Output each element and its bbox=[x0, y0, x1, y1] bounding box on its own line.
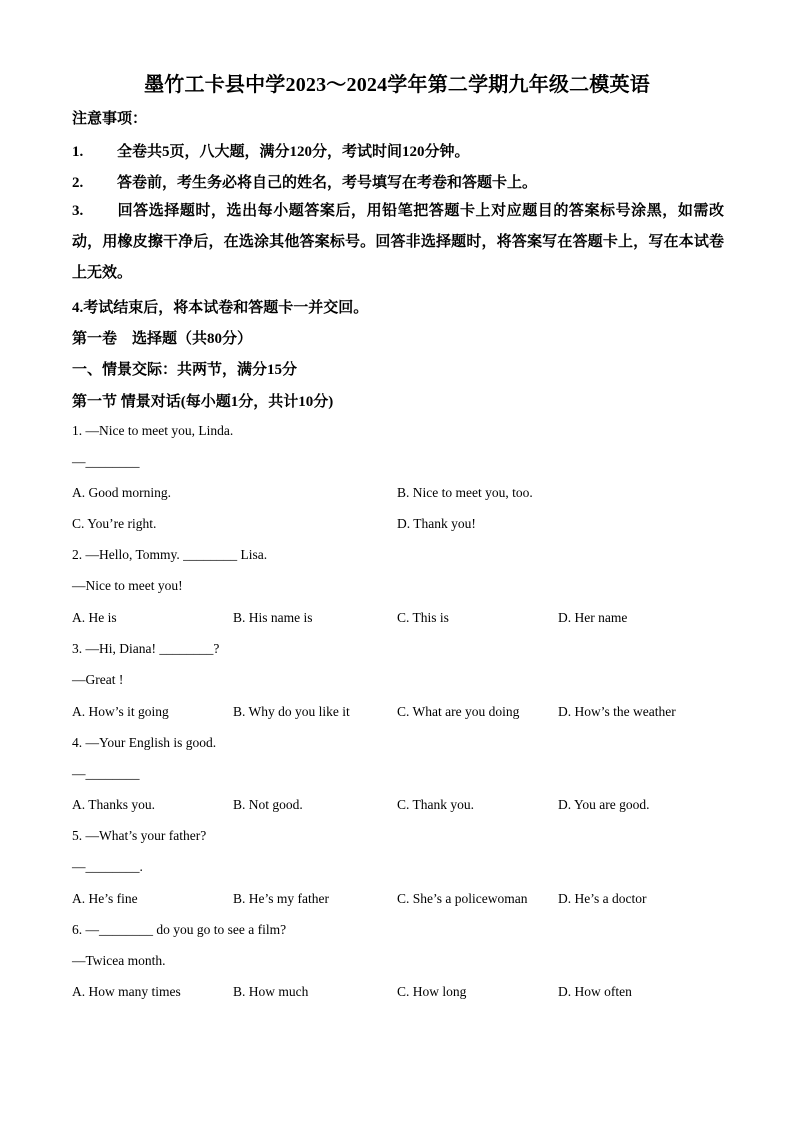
question-2-reply: —Nice to meet you! bbox=[72, 578, 183, 593]
question-6-option-b: B. How much bbox=[233, 984, 309, 999]
question-4-option-c: C. Thank you. bbox=[397, 797, 474, 812]
question-6-option-a: A. How many times bbox=[72, 984, 181, 999]
subpart-heading: 第一节 情景对话(每小题1分，共计10分) bbox=[72, 394, 334, 410]
question-1-option-d: D. Thank you! bbox=[397, 516, 476, 531]
question-5-option-a: A. He’s fine bbox=[72, 891, 138, 906]
question-3-option-b: B. Why do you like it bbox=[233, 704, 350, 719]
question-3-option-d: D. How’s the weather bbox=[558, 704, 676, 719]
question-5-option-d: D. He’s a doctor bbox=[558, 891, 647, 906]
note-number: 1. bbox=[72, 144, 84, 160]
note-number: 2. bbox=[72, 175, 84, 191]
note-item-4: 4.考试结束后，将本试卷和答题卡一并交回。 bbox=[72, 300, 369, 316]
question-3-option-a: A. How’s it going bbox=[72, 704, 169, 719]
question-2-option-d: D. Her name bbox=[558, 610, 628, 625]
question-2-option-c: C. This is bbox=[397, 610, 449, 625]
note-number: 3. bbox=[72, 203, 84, 219]
question-4-option-a: A. Thanks you. bbox=[72, 797, 155, 812]
question-4-prompt: 4. —Your English is good. bbox=[72, 735, 217, 750]
question-4-option-b: B. Not good. bbox=[233, 797, 303, 812]
question-1-option-a: A. Good morning. bbox=[72, 485, 171, 500]
question-4-reply: —________ bbox=[72, 766, 140, 781]
note-item-1 bbox=[72, 140, 470, 161]
question-3-option-c: C. What are you doing bbox=[397, 704, 520, 719]
question-5-option-b: B. He’s my father bbox=[233, 891, 329, 906]
question-3-reply: —Great ! bbox=[72, 672, 124, 687]
question-1-option-b: B. Nice to meet you, too. bbox=[397, 485, 533, 500]
question-2-option-b: B. His name is bbox=[233, 610, 313, 625]
question-2-prompt: 2. —Hello, Tommy. ________ Lisa. bbox=[72, 547, 268, 562]
notes-heading: 注意事项： bbox=[72, 111, 148, 127]
question-1-option-c: C. You’re right. bbox=[72, 516, 157, 531]
volume-heading: 第一卷 选择题（共80分） bbox=[72, 331, 253, 347]
question-5-prompt: 5. —What’s your father? bbox=[72, 828, 207, 843]
question-6-option-d: D. How often bbox=[558, 984, 632, 999]
question-1-prompt: 1. —Nice to meet you, Linda. bbox=[72, 423, 234, 438]
question-6-reply: —Twicea month. bbox=[72, 953, 166, 968]
note-item-3 bbox=[72, 196, 724, 289]
note-item-2 bbox=[72, 171, 537, 192]
question-6-prompt: 6. —________ do you go to see a film? bbox=[72, 922, 287, 937]
part-heading: 一、情景交际：共两节，满分15分 bbox=[72, 362, 298, 378]
note-text: 答卷前，考生务必将自己的姓名，考号填写在考卷和答题卡上。 bbox=[117, 175, 538, 191]
question-4-option-d: D. You are good. bbox=[558, 797, 650, 812]
question-1-reply: —________ bbox=[72, 454, 140, 469]
note-text: 回答选择题时，选出每小题答案后，用铅笔把答题卡上对应题目的答案标号涂黑，如需改动，用橡皮擦干净后，在选涂其他答案标号。回答非选择题时，将答案写在答题卡上，写在本试卷上无效。 bbox=[72, 203, 724, 281]
note-text: 全卷共5页，八大题，满分120分，考试时间120分钟。 bbox=[117, 144, 470, 160]
exam-title: 墨竹工卡县中学2023～2024学年第二学期九年级二模英语 bbox=[144, 74, 650, 96]
question-5-option-c: C. She’s a policewoman bbox=[397, 891, 528, 906]
question-2-option-a: A. He is bbox=[72, 610, 117, 625]
question-3-prompt: 3. —Hi, Diana! ________? bbox=[72, 641, 220, 656]
question-6-option-c: C. How long bbox=[397, 984, 467, 999]
question-5-reply: —________. bbox=[72, 859, 143, 874]
